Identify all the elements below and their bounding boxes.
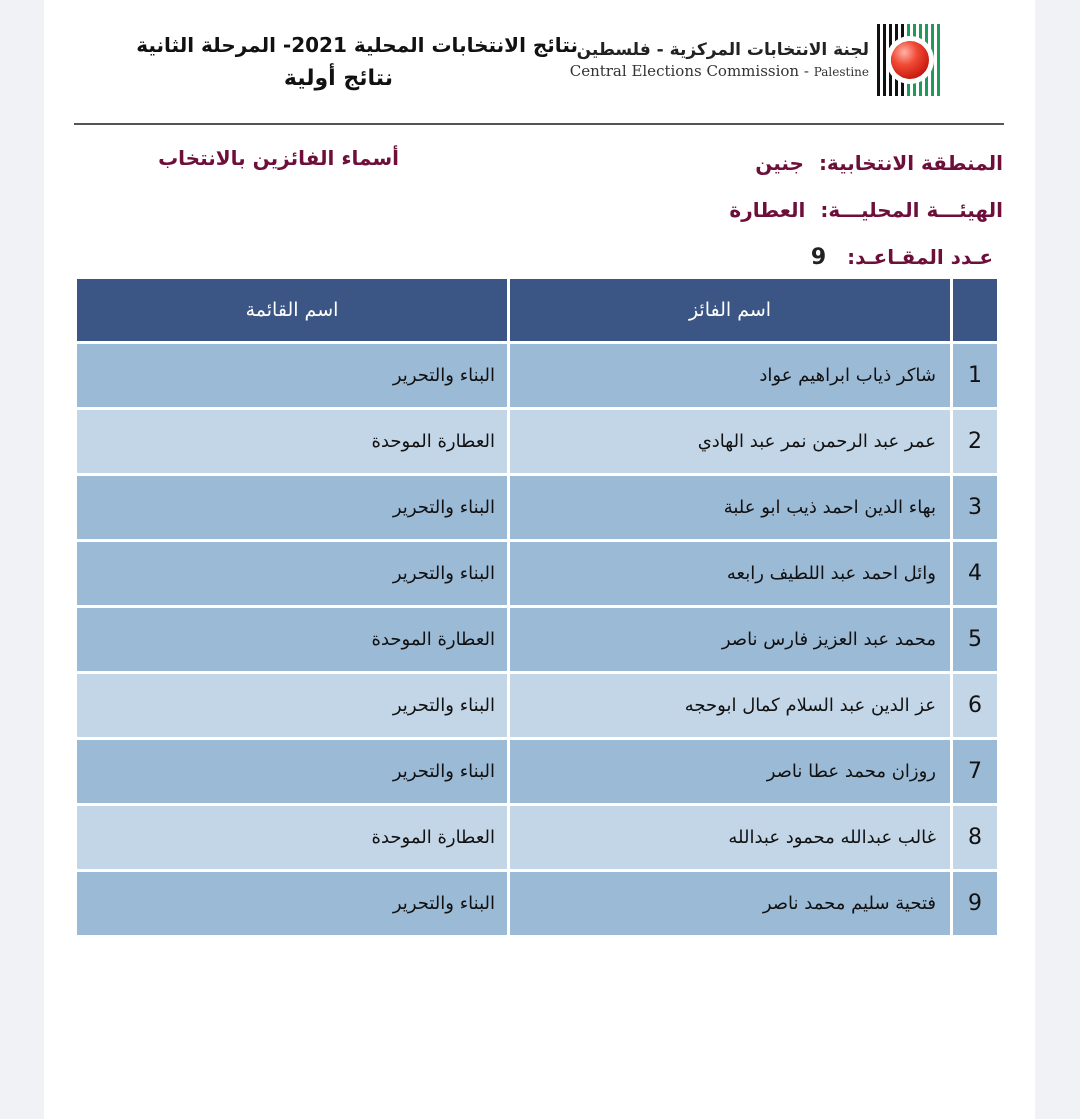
table-row xyxy=(77,872,997,935)
table-row xyxy=(77,344,997,407)
seats-value: 9 xyxy=(810,245,827,270)
table-row xyxy=(77,608,997,671)
winner-name: عمر عبد الرحمن نمر عبد الهادي xyxy=(510,410,950,473)
header-list-name: اسم القائمة xyxy=(77,279,507,341)
document-title xyxy=(98,28,578,96)
winner-name: محمد عبد العزيز فارس ناصر xyxy=(510,608,950,671)
org-name-english: Central Elections Commission - Palestine xyxy=(569,61,869,80)
winner-name: فتحية سليم محمد ناصر xyxy=(510,872,950,935)
seats-row xyxy=(729,234,1003,281)
table-row xyxy=(77,476,997,539)
list-name: البناء والتحرير xyxy=(77,344,507,407)
table-row xyxy=(77,542,997,605)
header-number xyxy=(953,279,997,341)
council-value: العطارة xyxy=(729,198,806,222)
winners-table xyxy=(74,276,1000,938)
org-name-english-main: Central Elections Commission xyxy=(569,61,800,80)
list-name: البناء والتحرير xyxy=(77,476,507,539)
winner-name: وائل احمد عبد اللطيف رابعه xyxy=(510,542,950,605)
council-row xyxy=(729,187,1003,234)
district-row xyxy=(729,140,1003,187)
list-name: العطارة الموحدة xyxy=(77,806,507,869)
district-value: جنين xyxy=(755,151,804,175)
title-preliminary-results: نتائج أولية xyxy=(283,66,393,91)
org-name-arabic: لجنة الانتخابات المركزية - فلسطين xyxy=(576,39,869,60)
header-divider xyxy=(74,123,1004,125)
winner-name: عز الدين عبد السلام كمال ابوحجه xyxy=(510,674,950,737)
row-number: 8 xyxy=(953,806,997,869)
row-number: 3 xyxy=(953,476,997,539)
row-number: 9 xyxy=(953,872,997,935)
cec-logo-block xyxy=(543,22,943,98)
list-name: البناء والتحرير xyxy=(77,872,507,935)
row-number: 7 xyxy=(953,740,997,803)
red-ball-icon xyxy=(891,41,929,79)
header-winner-name: اسم الفائز xyxy=(510,279,950,341)
election-info xyxy=(729,140,1003,281)
table-row xyxy=(77,674,997,737)
winners-heading: أسماء الفائزين بالانتخاب xyxy=(158,146,399,170)
list-name: البناء والتحرير xyxy=(77,740,507,803)
list-name: العطارة الموحدة xyxy=(77,608,507,671)
row-number: 6 xyxy=(953,674,997,737)
winner-name: روزان محمد عطا ناصر xyxy=(510,740,950,803)
winner-name: شاكر ذياب ابراهيم عواد xyxy=(510,344,950,407)
table-row xyxy=(77,806,997,869)
winner-name: غالب عبدالله محمود عبدالله xyxy=(510,806,950,869)
winner-name: بهاء الدين احمد ذيب ابو علبة xyxy=(510,476,950,539)
list-name: العطارة الموحدة xyxy=(77,410,507,473)
district-label: المنطقة الانتخابية: xyxy=(818,151,1003,175)
org-name-english-country: Palestine xyxy=(813,64,869,79)
council-label: الهيئـــة المحليـــة: xyxy=(820,198,1003,222)
list-name: البناء والتحرير xyxy=(77,542,507,605)
cec-logo-icon xyxy=(877,24,943,96)
row-number: 1 xyxy=(953,344,997,407)
table-header-row xyxy=(77,279,997,341)
row-number: 5 xyxy=(953,608,997,671)
seats-label: عـدد المقـاعـد: xyxy=(847,245,993,269)
row-number: 2 xyxy=(953,410,997,473)
table-row xyxy=(77,740,997,803)
table-row xyxy=(77,410,997,473)
list-name: البناء والتحرير xyxy=(77,674,507,737)
row-number: 4 xyxy=(953,542,997,605)
title-election-phase: نتائج الانتخابات المحلية 2021- المرحلة الثانية xyxy=(136,33,578,57)
document-page xyxy=(44,0,1035,1119)
